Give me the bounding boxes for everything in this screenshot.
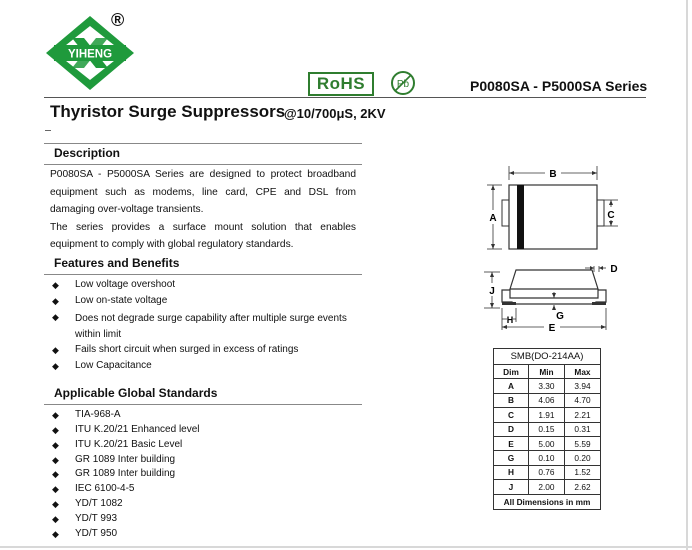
description-line: The series provides a surface mount solution that enables — [50, 221, 356, 233]
table-row: H 0.76 1.52 — [494, 465, 601, 479]
description-line: P0080SA - P5000SA Series are designed to protect broadband — [50, 169, 356, 180]
dim-label-b: B — [549, 169, 557, 180]
table-row: C 1.91 2.21 — [494, 408, 601, 422]
registered-mark: ® — [111, 10, 125, 30]
standards-rule — [44, 404, 362, 405]
features-heading: Features and Benefits — [54, 256, 180, 270]
description-rule-top — [44, 143, 362, 144]
bullet-diamond-icon: ◆ — [52, 312, 59, 322]
description-heading: Description — [54, 146, 121, 160]
dim-label-j: J — [489, 286, 495, 297]
table-footer: All Dimensions in mm — [494, 494, 601, 509]
dim-label-c: C — [607, 210, 615, 221]
table-row: B 4.06 4.70 — [494, 393, 601, 407]
dim-label-a: A — [489, 213, 497, 224]
page-subtitle: @10/700μS, 2KV — [284, 106, 386, 121]
description-line: equipment to comply with global regulatory standards. — [50, 239, 294, 250]
bullet-diamond-icon: ◆ — [52, 425, 59, 435]
description-line: equipment such as modems, line card, CPE and DSL from — [50, 186, 356, 198]
column-header: Min — [528, 365, 564, 379]
dim-label-d: D — [610, 264, 618, 275]
description-text — [50, 166, 356, 254]
table-row: D 0.15 0.31 — [494, 422, 601, 436]
features-rule — [44, 274, 362, 275]
bullet-diamond-icon: ◆ — [52, 514, 59, 524]
mark-tick — [45, 130, 51, 131]
bullet-diamond-icon: ◆ — [52, 499, 59, 509]
bullet-diamond-icon: ◆ — [52, 484, 59, 494]
column-header: Dim — [494, 365, 529, 379]
bullet-diamond-icon: ◆ — [52, 361, 59, 371]
bullet-diamond-icon: ◆ — [52, 455, 59, 465]
table-row: G 0.10 0.20 — [494, 451, 601, 465]
page-frame-bottom — [0, 546, 692, 548]
dim-label-h: H — [506, 315, 514, 325]
pb-free-icon — [390, 70, 416, 96]
table-row: E 5.00 5.59 — [494, 436, 601, 450]
bullet-diamond-icon: ◆ — [52, 296, 59, 306]
dim-label-g: G — [556, 311, 564, 322]
bullet-diamond-icon: ◆ — [52, 469, 59, 479]
page-frame-right — [686, 0, 688, 550]
dim-label-e: E — [548, 323, 556, 334]
rohs-badge: RoHS — [308, 72, 374, 96]
dimensions-table — [493, 348, 601, 510]
series-title: P0080SA - P5000SA Series — [470, 78, 648, 94]
bullet-diamond-icon: ◆ — [52, 280, 59, 290]
bullet-diamond-icon: ◆ — [52, 345, 59, 355]
bullet-diamond-icon: ◆ — [52, 440, 59, 450]
page-title: Thyristor Surge Suppressors — [50, 102, 286, 121]
logo-text: YIHENG — [67, 48, 113, 61]
table-row: A 3.30 3.94 — [494, 379, 601, 393]
table-header-row — [494, 365, 601, 379]
column-header: Max — [564, 365, 600, 379]
pb-label: Pb — [396, 79, 410, 90]
bullet-diamond-icon: ◆ — [52, 529, 59, 539]
description-rule — [44, 164, 362, 165]
package-diagram — [480, 160, 630, 340]
table-caption: SMB(DO-214AA) — [494, 349, 601, 365]
description-line: damaging over-voltage transients. — [50, 204, 204, 215]
header-divider — [44, 97, 646, 98]
table-row: J 2.00 2.62 — [494, 480, 601, 494]
bullet-diamond-icon: ◆ — [52, 410, 59, 420]
standards-heading: Applicable Global Standards — [54, 386, 218, 400]
